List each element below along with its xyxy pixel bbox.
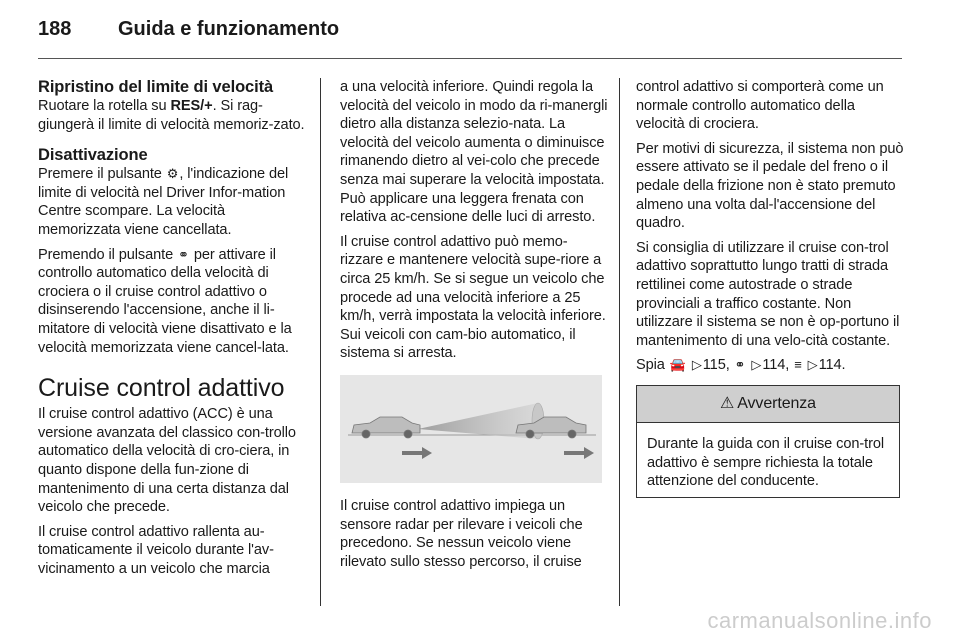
header-rule [38,58,902,59]
column-right [636,78,906,498]
paragraph-disattivazione-1 [38,165,308,239]
text: per attivare il controllo automatico della velocità di crociera o il cruise control adattivo o disinserendo l'accensione, anche il li-mitatore di velocità viene disattivato e la velocità memorizzata viene cancel-lata. [38,246,292,356]
paragraph-middle-3: Il cruise control adattivo impiega un sensore radar per rilevare i veicoli che precedono. Se nessun veicolo viene rilevato sullo stesso percorso, il cruise [340,497,583,570]
cruise-control-icon: ⚭ [734,357,746,373]
heading-disattivazione: Disattivazione [38,146,148,165]
page-number: 188 [38,18,72,40]
warning-header [637,386,899,423]
text: . Si rag-giungerà il limite di velocità memoriz-zato. [38,98,305,133]
paragraph-right-1: control adattivo si comporterà come un normale controllo automatico della velocità di crociera. [636,79,884,133]
page-ref[interactable]: 114. [818,357,846,374]
res-button-label: RES/+ [170,98,213,114]
column-left [38,78,308,584]
cruise-control-icon: ⚭ [178,246,189,262]
text: , l'indicazione del limite di velocità nel Driver Infor-mation Centre scompare. La velocità memorizzata viene cancellata. [38,166,289,238]
paragraph-cruise-1: Il cruise control adattivo (ACC) è una versione avanzata del classico con-trollo automatico della velocità di cro-ciera, in quanto dispone della fun-zione di mantenimento di una certa distanza dal veicolo che precede. [38,406,296,516]
heading-ripristino: Ripristino del limite di velocità [38,78,274,96]
paragraph-middle-1: a una velocità inferiore. Quindi regola la velocità del veicolo in modo da ri-manergli dietro alla distanza selezio-nata. La velocità del veicolo aumenta o diminuisce rimanendo dietro al vei-colo che precede senza mai superare la velocità impostata. Può applicare una leggera frenata con relativa ac-censione delle luci di arresto. [340,79,608,226]
direction-arrow-icon [564,447,594,459]
heading-cruise-control: Cruise control adattivo [38,374,285,403]
indicator-references [636,356,906,375]
text: Premendo il pulsante [38,246,178,263]
warning-title: Avvertenza [737,394,816,412]
page-ref[interactable]: 114, [762,357,790,374]
paragraph-right-3: Si consiglia di utilizzare il cruise con-trol adattivo soprattutto lungo tratti di strada rettilinei come autostrade o strade provinciali a traffico costante. Non utilizzare il sistema se non è op-portuno il mantenimento di una velo-cità costante. [636,239,900,349]
spia-label: Spia [636,357,665,374]
page-reference-arrow-icon: ▷ [807,357,818,373]
warning-triangle-icon: ⚠ [719,394,735,412]
column-divider [320,78,321,606]
warning-text: Durante la guida con il cruise con-trol adattivo è sempre richiesta la totale attenzione del conducente. [647,435,885,490]
column-middle [340,78,610,577]
page-reference-arrow-icon: ▷ [751,357,762,373]
direction-arrow-icon [402,447,432,459]
paragraph-disattivazione-2 [38,246,308,358]
section-title: Guida e funzionamento [118,18,340,40]
page-reference-arrow-icon: ▷ [691,357,702,373]
page-ref[interactable]: 115, [702,357,730,374]
watermark: carmanualsonline.info [707,608,932,633]
warning-box [636,385,900,498]
radar-illustration [340,375,602,483]
paragraph-ripristino [38,97,308,134]
following-distance-icon: ≡ [794,357,802,373]
paragraph-right-2: Per motivi di sicurezza, il sistema non può essere attivato se il pedale del freno o il pedale della frizione non è stato premuto almeno una volta dal-l'accensione del quadro. [636,140,904,232]
speed-limiter-icon: ⚙ [166,166,179,182]
column-divider [619,78,620,606]
text: Premere il pulsante [38,166,166,183]
paragraph-middle-2: Il cruise control adattivo può memo-rizzare e mantenere velocità supe-riore a circa 25 km/h. Se si segue un veicolo che procede ad una velocità inferiore a 25 km/h, verrà impostata la velocità inferiore. Sui veicoli con cam-bio automatico, il sistema si arresta. [340,233,606,362]
radar-diagram [340,375,602,483]
text: Ruotare la rotella su [38,98,171,114]
paragraph-cruise-2: Il cruise control adattivo rallenta au-tomaticamente il veicolo durante l'av-vicinamento a un veicolo che marcia [38,523,274,577]
vehicle-ahead-icon: 🚘 [669,357,686,373]
radar-beam [418,403,538,439]
page-header [38,18,902,41]
